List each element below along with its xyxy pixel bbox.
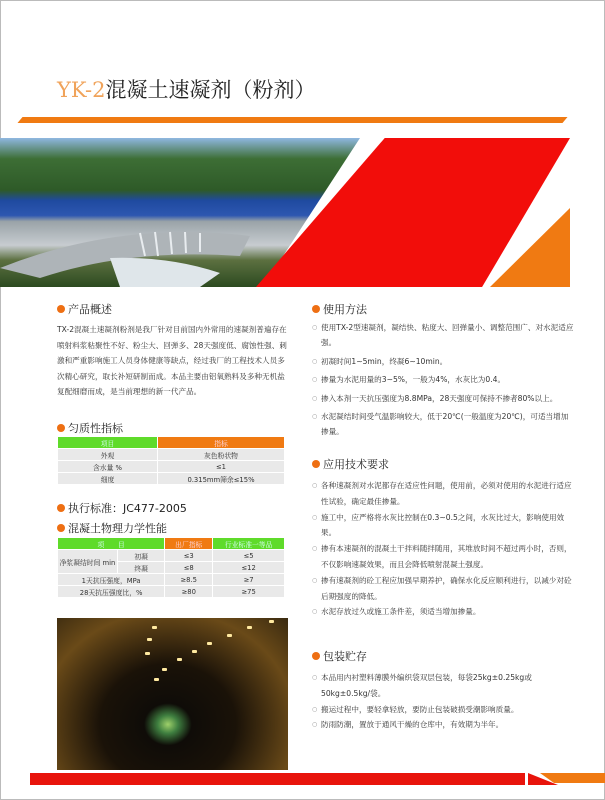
cell: 净浆凝结时间 min <box>58 550 118 574</box>
cell: 灰色粉状物 <box>158 449 285 461</box>
overview-heading: 产品概述 <box>57 301 112 317</box>
cell: 含水量 % <box>58 461 158 473</box>
bullet-dot-icon <box>57 424 65 432</box>
cell: ≥75 <box>213 586 285 598</box>
footer-red-bar <box>30 773 525 785</box>
list-item: ○ 各种速凝剂对水泥都存在适应性问题，使用前，必须对使用的水泥进行适应性试验，确定最佳掺量。 <box>312 478 574 510</box>
cell: ≤5 <box>213 550 285 562</box>
bullet-dot-icon <box>57 524 65 532</box>
column-header: 行业标准一等品 <box>213 538 285 550</box>
packaging-heading: 包装贮存 <box>312 648 367 664</box>
column-header: 项目 <box>58 437 158 449</box>
table-row <box>58 449 285 461</box>
bullet-dot-icon <box>312 305 320 313</box>
table-row <box>58 586 285 598</box>
cell: ≤1 <box>158 461 285 473</box>
title-underline-bar <box>17 117 567 123</box>
list-item: ○ 水泥存放过久或施工条件差，须适当增加掺量。 <box>312 604 574 620</box>
cell: 28天抗压强度比，% <box>58 586 165 598</box>
list-item: ○ 本品用内衬塑料薄膜外编织袋双层包装，每袋25kg±0.25kg或50kg±0.5kg/袋。 <box>312 670 574 702</box>
uniformity-table <box>57 436 285 485</box>
table-row <box>58 574 285 586</box>
tunnel-photo <box>57 618 288 770</box>
bullet-dot-icon <box>57 504 65 512</box>
column-header: 项 目 <box>58 538 165 550</box>
list-item: ○ 水泥凝结时间受气温影响较大，低于20℃(一般温度为20℃)，可适当增加掺量。 <box>312 409 574 440</box>
product-code: YK-2 <box>57 78 106 102</box>
packaging-list <box>312 670 574 733</box>
column-header: 指标 <box>158 437 285 449</box>
table-row <box>58 550 285 562</box>
performance-table <box>57 537 285 598</box>
cell: 外观 <box>58 449 158 461</box>
list-item: ○ 掺有速凝剂的砼工程应加强早期养护，确保水化反应顺利进行，以减少对砼后期强度的降低。 <box>312 573 574 605</box>
cell: ≥8.5 <box>165 574 213 586</box>
list-item: ○ 防雨防潮，置放于通风干燥的仓库中，有效期为半年。 <box>312 717 574 733</box>
table-row <box>58 461 285 473</box>
list-item: ○ 搬运过程中，要轻拿轻放，要防止包装破损受潮影响质量。 <box>312 702 574 718</box>
usage-list <box>312 320 574 440</box>
cell: 终凝 <box>118 562 165 574</box>
cell: ≤8 <box>165 562 213 574</box>
cell: ≤12 <box>213 562 285 574</box>
requirements-list <box>312 478 574 620</box>
column-header: 出厂指标 <box>165 538 213 550</box>
bullet-dot-icon <box>57 305 65 313</box>
list-item: ○ 初凝时间1~5min，终凝6~10min。 <box>312 354 574 369</box>
usage-heading: 使用方法 <box>312 301 367 317</box>
table-row <box>58 473 285 485</box>
cell: ≤3 <box>165 550 213 562</box>
uniformity-heading: 匀质性指标 <box>57 420 123 436</box>
requirements-heading: 应用技术要求 <box>312 456 389 472</box>
cell: 细度 <box>58 473 158 485</box>
list-item: ○ 掺有本速凝剂的混凝土干拌料随拌随用，其堆放时间不超过两小时，否则，不仅影响速凝效果，而且会降低喷射混凝土强度。 <box>312 541 574 573</box>
bullet-dot-icon <box>312 652 320 660</box>
performance-heading: 混凝土物理力学性能 <box>57 520 167 536</box>
list-item: ○ 掺量为水泥用量的3~5%，一般为4%，水灰比为0.4。 <box>312 372 574 387</box>
cell: 0.315mm筛余≤15% <box>158 473 285 485</box>
standard-heading: 执行标准：JC477-2005 <box>57 500 187 516</box>
cell: ≥7 <box>213 574 285 586</box>
cell: ≥80 <box>165 586 213 598</box>
list-item: ○ 使用TX-2型速凝剂，凝结快、粘度大、回弹量小、调整范围广、对水泥适应强。 <box>312 320 574 351</box>
list-item: ○ 掺入本剂一天抗压强度为8.8MPa，28天强度可保持不掺者80%以上。 <box>312 391 574 406</box>
cell: 初凝 <box>118 550 165 562</box>
overview-text: TX-2混凝土速凝剂粉剂是我厂针对目前国内外常用的速凝剂普遍存在喷射料浆粘聚性不好、粉尘大、回弹多、28天强度低、腐蚀性强、刺激和严重影响施工人员身体健康等缺点，经过我厂的工程技术人员多次精心研究，取长补短研制而成。本品主要由铝氧熟料及多种无机盐复配细磨而成，是当前理想的新一代产品。 <box>57 325 287 397</box>
product-name: 混凝土速凝剂（粉剂） <box>105 78 316 102</box>
bullet-dot-icon <box>312 460 320 468</box>
page-title <box>57 74 315 104</box>
cell: 1天抗压强度，MPa <box>58 574 165 586</box>
list-item: ○ 施工中，应严格将水灰比控制在0.3~0.5之间，水灰比过大，影响使用效果。 <box>312 510 574 542</box>
